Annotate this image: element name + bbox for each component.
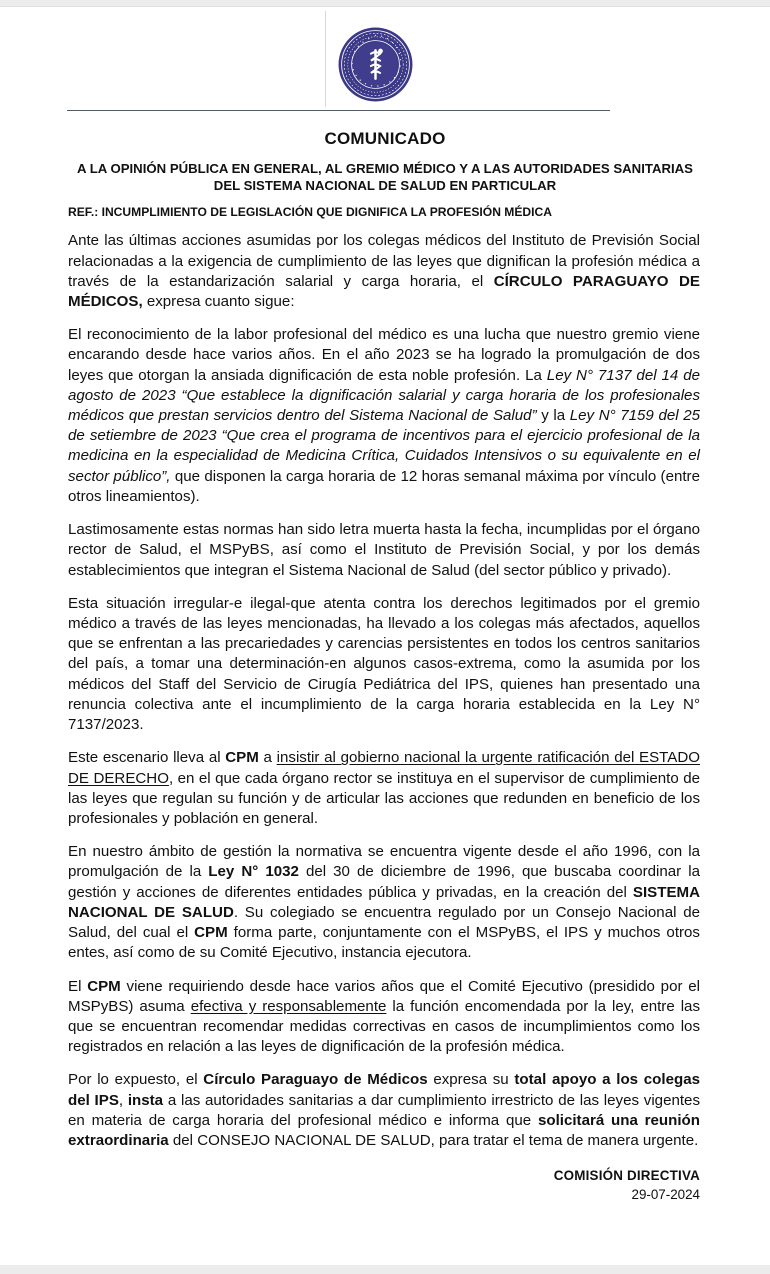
text-run: viene requiriendo desde hace varios años que el Comité Ejecutivo (presidido por el MSPyBS) asuma	[68, 977, 701, 1015]
text-run: insta	[127, 1091, 164, 1109]
text-run: la función encomendada por la ley, entre las que se encuentran recomendar medidas correctivas en casos de incumplimientos como los registrados en relación a las leyes de dignificación de la profesión médica.	[68, 997, 700, 1056]
paragraph	[68, 977, 700, 1058]
text-run: Esta situación irregular-e ilegal-que atenta contra los derechos legitimados por el gremio médico a través de las leyes mencionadas, ha llevado a los colegas más afectados, aquellos que se enfrentan a las precariedades y carencias persistentes en todos los centros sanitarios del país, a tomar una determinación-en algunos casos-extrema, como la asumida por los médicos del Staff del Servicio de Cirugía Pediátrica del IPS, quienes han presentado una renuncia colectiva ante el incumplimiento de la carga horaria establecida en la Ley N° 7137/2023.	[68, 594, 700, 734]
document-headings	[0, 129, 770, 220]
text-run: Círculo Paraguayo de Médicos	[203, 1071, 428, 1089]
text-run: expresa cuanto sigue:	[142, 292, 295, 310]
text-run: CÍRCULO PARAGUAYO DE MÉDICOS,	[68, 272, 700, 310]
document-page	[0, 7, 770, 1265]
text-run: insistir al gobierno nacional la urgente ratificación del ESTADO DE DERECHO	[68, 749, 700, 787]
letterhead-vertical-rule	[325, 11, 326, 107]
text-run: a	[258, 749, 277, 767]
text-run: En nuestro ámbito de gestión la normativa se encuentra vigente desde el año 1996, con la promulgación de la	[68, 843, 700, 881]
reference-line: REF.: INCUMPLIMIENTO DE LEGISLACIÓN QUE DIGNIFICA LA PROFESIÓN MÉDICA	[68, 205, 552, 220]
paragraph	[68, 231, 700, 312]
text-run: CPM	[225, 749, 259, 767]
text-run: Ante las últimas acciones asumidas por los colegas médicos del Instituto de Previsión Social relacionadas a la exigencia de cumplimiento de las leyes que dignifican la profesión médica a través de la estandarización salarial y carga horaria, el	[68, 232, 700, 290]
text-run: ,	[118, 1091, 128, 1109]
text-run: Este escenario lleva al	[68, 749, 226, 767]
document-body	[0, 231, 770, 1151]
paragraph	[68, 594, 700, 736]
letterhead-divider	[67, 110, 610, 111]
text-run: que disponen la carga horaria de 12 horas semanal máxima por vínculo (entre otros lineamientos).	[68, 467, 700, 505]
viewport-bottom-band	[0, 1264, 770, 1274]
addressee-line-1: A LA OPINIÓN PÚBLICA EN GENERAL, AL GREMIO MÉDICO Y A LAS AUTORIDADES	[77, 161, 610, 177]
paragraph	[68, 1070, 700, 1151]
addressee-block	[68, 161, 702, 195]
signature-date: 29-07-2024	[631, 1186, 700, 1202]
viewport-top-band	[0, 0, 770, 7]
page-title: COMUNICADO	[324, 129, 446, 148]
text-run: CPM	[87, 977, 121, 995]
text-run: total apoyo a los colegas del IPS	[68, 1071, 700, 1109]
text-run: del 30 de diciembre de 1996, que buscaba coordinar la gestión y acciones de diferentes entidades pública y privadas, en la creación del	[68, 863, 701, 901]
paragraph	[68, 748, 700, 829]
paragraph	[68, 325, 700, 507]
text-run: solicitará una reunión extraordinaria	[68, 1111, 700, 1150]
text-run: Ley N° 7137 del 14 de agosto de 2023 “Que establece la dignificación salarial y carga horaria de los profesionales médicos que prestan servicios dentro del Sistema Nacional de Salud”	[68, 366, 700, 425]
text-run: El	[68, 977, 88, 995]
organization-logo	[337, 26, 414, 103]
medical-seal-icon	[337, 26, 414, 103]
text-run: y la	[536, 407, 570, 425]
paragraph	[68, 842, 700, 963]
text-run: , en el que cada órgano rector se instituya en el supervisor de cumplimiento de las leyes que regulan su función y de articular las acciones que redunden en beneficio de los profesionales y población en general.	[68, 769, 700, 827]
text-run: SISTEMA NACIONAL DE SALUD	[68, 883, 700, 921]
text-run: Lastimosamente estas normas han sido letra muerta hasta la fecha, incumplidas por el órgano rector de Salud, el MSPyBS, así como el Instituto de Previsión Social, y por los demás establecimientos que integran el Sistema Nacional de Salud (del sector público y privado).	[68, 521, 700, 579]
paragraph	[68, 520, 700, 581]
text-run: expresa su	[427, 1071, 515, 1089]
signature-block	[0, 1167, 770, 1204]
text-run: Por lo expuesto, el	[68, 1071, 204, 1089]
text-run: . Su colegiado se encuentra regulado por un Consejo Nacional de Salud, del cual el	[68, 903, 700, 942]
text-run: forma parte, conjuntamente con el MSPyBS, el IPS y muchos otros entes, así como de su Comité Ejecutivo, instancia ejecutora.	[68, 924, 700, 962]
text-run: El reconocimiento de la labor profesional del médico es una lucha que nuestro gremio viene encarando desde hace varios años. En el año 2023 se ha logrado la promulgación de dos leyes que otorgan la ansiada dignificación de esta noble profesión. La	[68, 326, 700, 384]
text-run: a las autoridades sanitarias a dar cumplimiento irrestricto de las leyes vigentes en materia de carga horaria del profesional médico e informa que	[68, 1091, 700, 1129]
text-run: efectiva y responsablemente	[190, 997, 387, 1015]
text-run: del CONSEJO NACIONAL DE SALUD, para tratar el tema de manera urgente.	[168, 1132, 699, 1150]
text-run: Ley N° 1032	[208, 863, 299, 881]
text-run: Ley N° 7159 del 25 de setiembre de 2023 “Que crea el programa de incentivos para el ejercicio profesional de la medicina en la especialidad de Medicina Crítica, Cuidados Intensivos o su equivalente en el sector público”,	[68, 407, 700, 485]
addressee-line-2: SANITARIAS DEL SISTEMA NACIONAL DE SALUD EN PARTICULAR	[213, 161, 693, 194]
signature-organization: COMISIÓN DIRECTIVA	[553, 1168, 700, 1184]
letterhead	[0, 7, 770, 113]
text-run: CPM	[194, 924, 228, 942]
